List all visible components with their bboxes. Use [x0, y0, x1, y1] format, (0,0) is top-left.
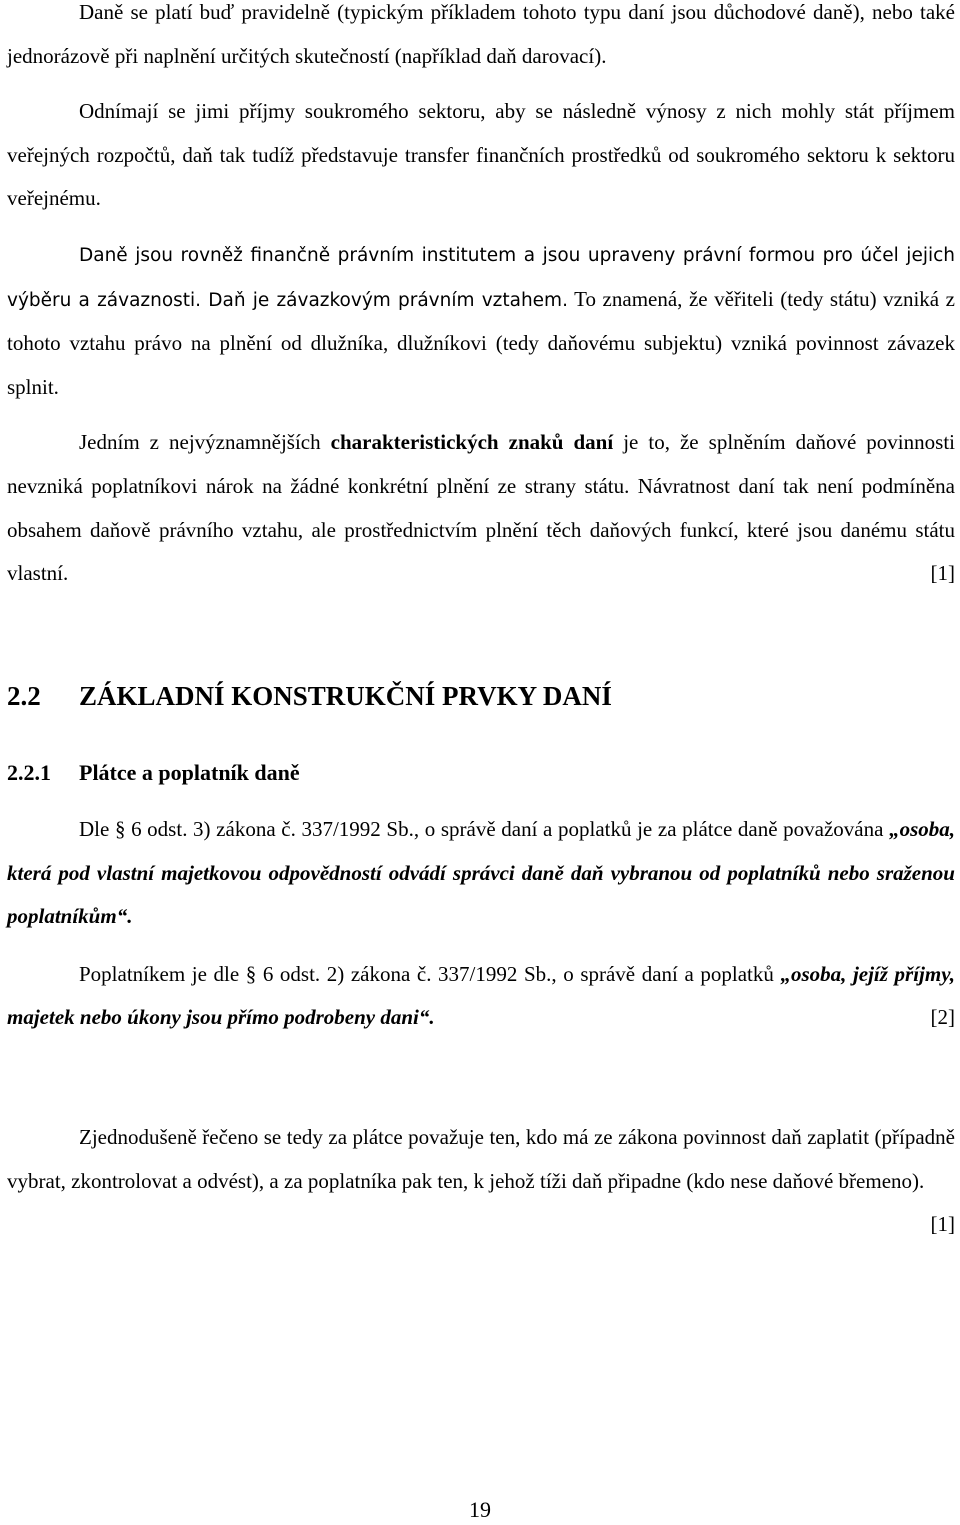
citation-reference: [1]	[930, 561, 955, 586]
page-number: 19	[469, 1497, 491, 1522]
paragraph-text: Jedním z nejvýznamnějších	[79, 430, 331, 455]
paragraph-text: Odnímají se jimi příjmy soukromého sektoru, aby se následně výnosy z nich mohly stát příjmem veřejných rozpočtů, daň tak tudíž představuje transfer finančních prostředků od soukromého sektoru k sektoru veřejnému.	[7, 99, 955, 211]
paragraph-payer-definition	[7, 808, 955, 939]
paragraph-text: Zjednodušeně řečeno se tedy za plátce považuje ten, kdo má ze zákona povinnost daň zaplatit (případně vybrat, zkontrolovat a odvést), a za poplatníka pak ten, k jehož tíži daň připadne (kdo nese daňové břemeno).	[7, 1124, 955, 1193]
citation-reference: [1]	[930, 1212, 955, 1237]
subsection-title: Plátce a poplatník daně	[79, 760, 300, 785]
paragraph-simplified	[7, 1116, 955, 1237]
paragraph-text-sans: Daně jsou rovněž finančně právním institutem a jsou upraveny právní formou pro účel jejich výběru a závaznosti. Daň je závazkovým právním vztahem.	[7, 244, 955, 311]
paragraph-text: Poplatníkem je dle § 6 odst. 2) zákona č. 337/1992 Sb.	[79, 961, 552, 986]
paragraph-text: Dle § 6 odst. 3) zákona č. 337/1992 Sb.	[79, 817, 414, 841]
paragraph-text: Daně se platí buď pravidelně (typickým příkladem tohoto typu daní jsou důchodové daně), nebo také jednorázově při naplnění určitých skutečností (například daň darovací).	[7, 0, 955, 68]
section-heading	[7, 676, 612, 716]
intro-text-block	[7, 0, 955, 596]
paragraph-text: je to, že splněním daňové povinnosti nevzniká poplatníkovi nárok na žádné konkrétní plnění ze strany státu. Návratnost daní tak není podmíněna obsahem daňově právního vztahu, ale prostřednictvím plnění těch daňových funkcí, které jsou danému státu vlastní.	[7, 430, 955, 586]
paragraph-private-sector	[7, 90, 955, 221]
paragraph-text: , o správě daní a poplatků	[551, 961, 781, 986]
quoted-definition: „osoba, jejíž příjmy, majetek nebo úkony jsou přímo podrobeny dani“.	[7, 961, 955, 1030]
section-number: 2.2	[7, 681, 41, 711]
paragraph-tax-payment	[7, 0, 955, 78]
paragraph-text: To znamená, že věřiteli (tedy státu) vzniká z tohoto vztahu právo na plnění od dlužníka, dlužníkovi (tedy daňovému subjektu) vzniká povinnost závazek splnit.	[7, 286, 955, 399]
paragraph-legal-institute	[7, 233, 955, 409]
subsection-heading	[7, 756, 300, 790]
paragraph-text: , o správě daní a poplatků je za plátce daně považována	[413, 817, 890, 841]
bold-term: charakteristických znaků daní	[330, 430, 614, 455]
citation-reference: [2]	[930, 1005, 955, 1030]
section-title: ZÁKLADNÍ KONSTRUKČNÍ PRVKY DANÍ	[79, 681, 612, 711]
quoted-definition: „osoba, která pod vlastní majetkovou odpovědností odvádí správci daně daň vybranou od poplatníků nebo sraženou poplatníkům“.	[7, 817, 955, 929]
paragraph-characteristics	[7, 421, 955, 595]
subsection-number: 2.2.1	[7, 760, 51, 785]
subsection-text-block	[7, 808, 955, 1247]
paragraph-taxpayer-definition	[7, 953, 955, 1040]
